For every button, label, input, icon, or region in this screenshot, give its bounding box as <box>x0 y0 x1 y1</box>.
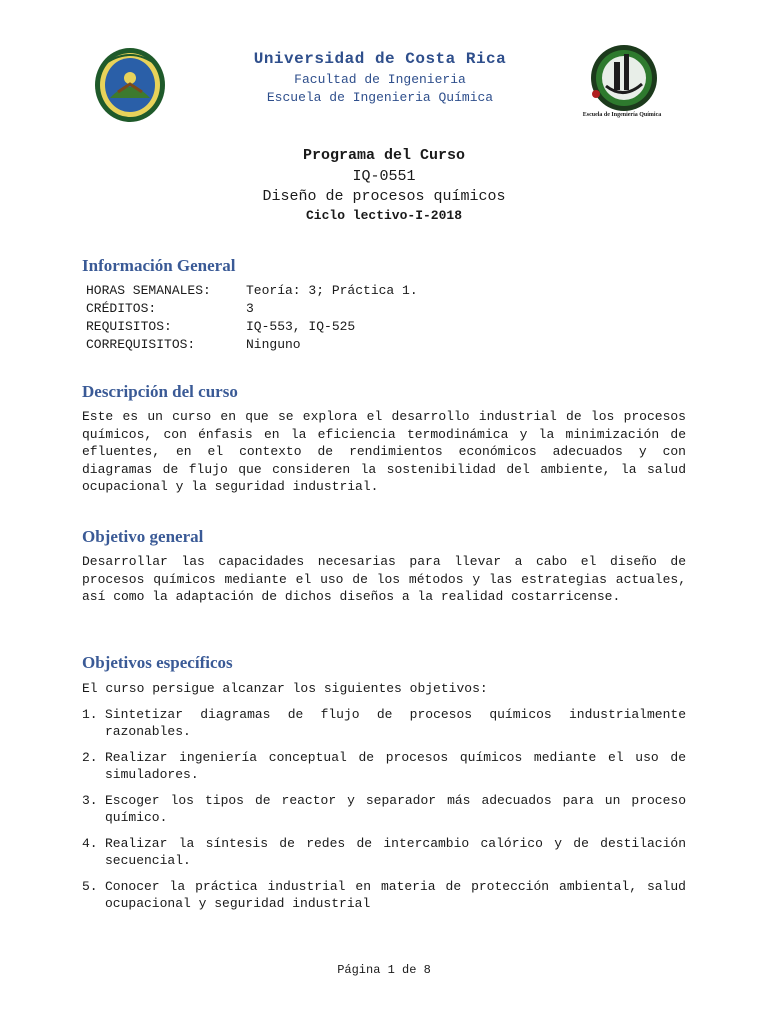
faculty-name: Facultad de Ingenieria <box>294 72 466 87</box>
info-value: Teoría: 3; Práctica 1. <box>246 283 418 298</box>
info-key: CRÉDITOS: <box>86 301 157 316</box>
page-number: Página 1 de 8 <box>337 963 431 977</box>
program-label: Programa del Curso <box>302 147 466 164</box>
course-code: IQ-0551 <box>352 168 416 185</box>
info-value: IQ-553, IQ-525 <box>246 319 356 334</box>
info-value: Ninguno <box>246 337 301 352</box>
list-item: 2. Realizar ingeniería conceptual de procesos químicos mediante el uso de simuladores. <box>82 750 686 783</box>
list-item: 3. Escoger los tipos de reactor y separador más adecuados para un proceso químico. <box>82 793 686 826</box>
university-title: Universidad de Costa Rica <box>253 50 507 68</box>
specific-objectives-heading: Objetivos específicos <box>82 653 233 672</box>
school-name: Escuela de Ingenieria Química <box>266 90 494 105</box>
description-heading: Descripción del curso <box>82 382 238 401</box>
description-text: Este es un curso en que se explora el desarrollo industrial de los procesos químicos, con énfasis en la eficiencia termodinámica y la minimización de efluentes, en el contexto de rendimientos económicos adecuados y con diagramas de flujo que consideren la sostenibilidad del ambiente, la salud ocupacional y la seguridad industrial. <box>82 409 686 495</box>
general-objective-heading: Objetivo general <box>82 527 204 546</box>
list-item: 1. Sintetizar diagramas de flujo de procesos químicos industrialmente razonables. <box>82 707 686 740</box>
info-heading: Información General <box>82 256 236 275</box>
list-item: 4. Realizar la síntesis de redes de intercambio calórico y de destilación secuencial. <box>82 836 686 869</box>
info-key: CORREQUISITOS: <box>86 337 196 352</box>
info-value: 3 <box>246 301 254 316</box>
list-item: 5. Conocer la práctica industrial en materia de protección ambiental, salud ocupacional y seguridad industrial <box>82 879 686 912</box>
specific-objectives-intro: El curso persigue alcanzar los siguientes objetivos: <box>82 681 488 696</box>
general-objective-text: Desarrollar las capacidades necesarias para llevar a cabo el diseño de procesos químicos mediante el uso de los métodos y las estrategias actuales, así como la adaptación de dichos diseños a la realidad costarricense. <box>82 554 686 605</box>
course-cycle: Ciclo lectivo-I-2018 <box>305 208 463 223</box>
info-key: HORAS SEMANALES: <box>86 283 211 298</box>
course-name: Diseño de procesos químicos <box>262 188 506 205</box>
ucr-seal-logo-icon <box>92 46 168 124</box>
info-key: REQUISITOS: <box>86 319 172 334</box>
eiq-logo-caption: Escuela de Ingeniería Química <box>582 112 662 118</box>
specific-objectives-list <box>82 706 686 921</box>
